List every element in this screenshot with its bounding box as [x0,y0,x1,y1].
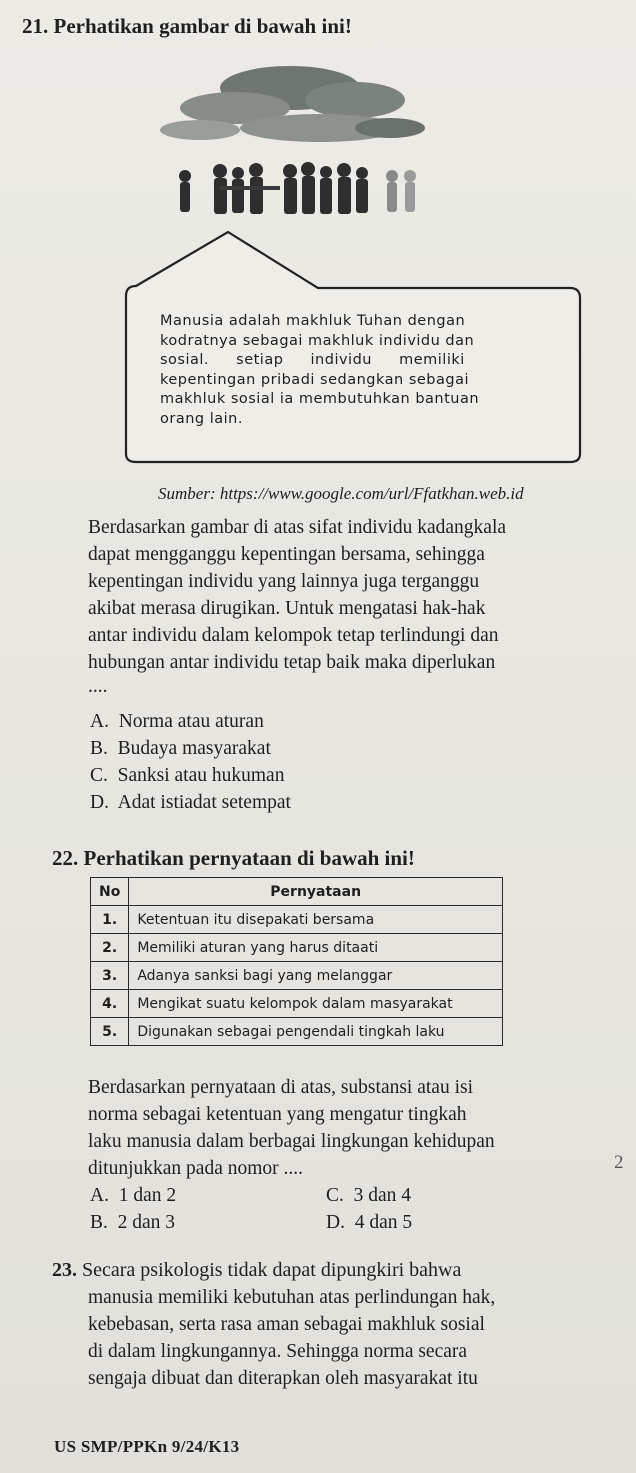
question-line: kepentingan individu yang lainnya juga terganggu [88,571,480,592]
table-row: 4. Mengikat suatu kelompok dalam masyarakat [91,990,503,1018]
question-line: manusia memiliki kebutuhan atas perlindungan hak, [88,1287,496,1308]
table-row: 1. Ketentuan itu disepakati bersama [91,906,503,934]
question-line: laku manusia dalam berbagai lingkungan kehidupan [88,1131,495,1152]
bubble-line: Manusia adalah makhluk Tuhan dengan [160,313,466,329]
q21-options [90,708,291,816]
people-group-icon [179,162,416,214]
bubble-line: kodratnya sebagai makhluk individu dan [160,332,475,349]
question-line: 23. Secara psikologis tidak dapat dipungkiri bahwa [52,1259,462,1281]
question-line: norma sebagai ketentuan yang mengatur tingkah [88,1104,467,1125]
bubble-line: sosial. setiap individu memiliki [160,352,465,368]
header-statement: Pernyataan [129,878,503,906]
page-footer: US SMP/PPKn 9/24/K13 [54,1437,240,1456]
option-b[interactable]: B. 2 dan 3 [90,1212,176,1233]
option-d[interactable]: D. Adat istiadat setempat [90,792,291,813]
q21-question [88,514,618,698]
question-line: antar individu dalam kelompok tetap terlindungi dan [88,625,499,646]
question-line: dapat mengganggu kepentingan bersama, sehingga [88,544,485,565]
option-a[interactable]: A. Norma atau aturan [90,711,264,732]
image-source: Sumber: https://www.google.com/url/Ffatkhan.web.id [158,484,524,503]
bubble-line: orang lain. [160,410,243,427]
option-b[interactable]: B. Budaya masyarakat [90,738,271,759]
crowd-illustration [140,58,450,228]
question-line: .... [88,676,108,697]
table-row: 3. Adanya sanksi bagi yang melanggar [91,962,503,990]
q23-number: 23. [52,1259,77,1281]
table-header-row [91,878,503,906]
margin-mark: 2 [614,1152,624,1173]
q22-number: 22. [52,846,79,870]
question-line: sengaja dibuat dan diterapkan oleh masyarakat itu [88,1368,478,1389]
q22-question [88,1074,618,1182]
q21-title: Perhatikan gambar di bawah ini! [53,14,352,38]
q21-number: 21. [22,14,49,38]
table-row: 5. Digunakan sebagai pengendali tingkah laku [91,1018,503,1046]
question-line: Berdasarkan pernyataan di atas, substansi atau isi [88,1077,474,1098]
option-d[interactable]: D. 4 dan 5 [326,1212,413,1233]
table-row: 2. Memiliki aturan yang harus ditaati [91,934,503,962]
q21-heading [22,14,352,39]
option-c[interactable]: C. 3 dan 4 [326,1185,412,1206]
option-c[interactable]: C. Sanksi atau hukuman [90,765,285,786]
q22-title: Perhatikan pernyataan di bawah ini! [83,846,415,870]
q22-heading [52,846,415,871]
bubble-line: kepentingan pribadi sedangkan sebagai [160,371,470,388]
question-line: hubungan antar individu tetap baik maka diperlukan [88,652,496,673]
bubble-line: makhluk sosial ia membutuhkan bantuan [160,391,480,407]
cloud-icon [160,66,425,142]
option-a[interactable]: A. 1 dan 2 [90,1185,177,1206]
statements-table [90,877,503,1046]
header-no: No [91,878,129,906]
q23-text [52,1257,622,1392]
question-line: kebebasan, serta rasa aman sebagai makhluk sosial [88,1314,485,1335]
question-line: di dalam lingkungannya. Sehingga norma secara [88,1341,468,1362]
question-line: ditunjukkan pada nomor .... [88,1158,304,1179]
question-line: Berdasarkan gambar di atas sifat individu kadangkala [88,517,507,538]
question-line: akibat merasa dirugikan. Untuk mengatasi hak-hak [88,598,486,619]
bubble-text [160,312,565,429]
